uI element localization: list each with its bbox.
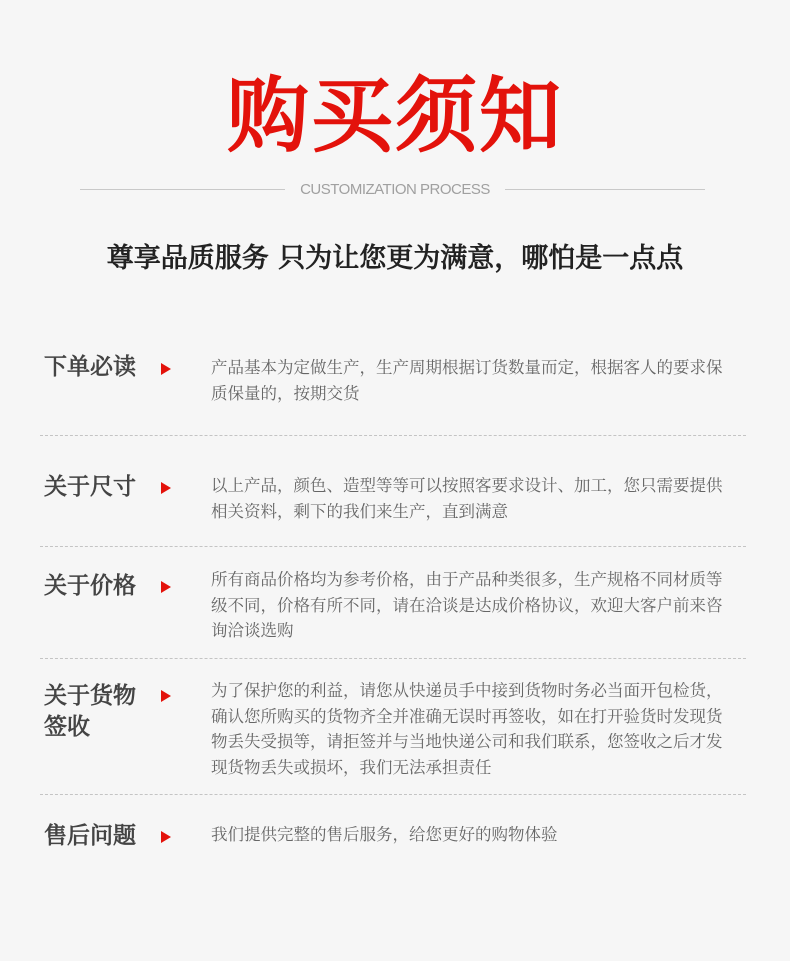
subtitle-divider <box>80 178 705 202</box>
section-after-sales <box>40 795 746 895</box>
triangle-arrow-icon <box>161 363 171 375</box>
triangle-arrow-icon <box>161 690 171 702</box>
section-price <box>40 547 746 659</box>
subtitle-text: CUSTOMIZATION PROCESS <box>300 181 490 198</box>
section-text: 我们提供完整的售后服务，给您更好的购物体验 <box>211 825 558 844</box>
section-text: 以上产品，颜色、造型等等可以按照客要求设计、加工，您只需要提供相关资料，剩下的我们来生产，直到满意 <box>211 476 723 521</box>
section-size <box>40 436 746 547</box>
divider-line-left <box>80 189 285 190</box>
section-label: 关于尺寸 <box>44 474 136 500</box>
triangle-arrow-icon <box>161 831 171 843</box>
divider-line-right <box>505 189 705 190</box>
section-label: 关于价格 <box>44 573 136 599</box>
section-receipt <box>40 659 746 795</box>
section-label: 下单必读 <box>44 354 136 380</box>
section-text: 所有商品价格均为参考价格，由于产品种类很多，生产规格不同材质等级不同，价格有所不同，请在洽谈是达成价格协议，欢迎大客户前来咨询洽谈选购 <box>211 570 723 640</box>
triangle-arrow-icon <box>161 482 171 494</box>
triangle-arrow-icon <box>161 581 171 593</box>
section-ordering <box>40 332 746 436</box>
page-title: 购买须知 <box>226 69 563 164</box>
section-text: 产品基本为定做生产，生产周期根据订货数量而定，根据客人的要求保质保量的，按期交货 <box>211 358 723 403</box>
slogan: 尊享品质服务 只为让您更为满意，哪怕是一点点 <box>106 243 684 274</box>
section-label: 关于货物签收 <box>44 683 136 740</box>
section-text: 为了保护您的利益，请您从快递员手中接到货物时务必当面开包检货，确认您所购买的货物齐全并准确无误时再签收，如在打开验货时发现货物丢失受损等，请拒签并与当地快递公司和我们联系，您签收之后才发现货物丢失或损坏，我们无法承担责任 <box>211 681 723 777</box>
section-label: 售后问题 <box>44 823 136 849</box>
notice-sections <box>40 332 746 895</box>
